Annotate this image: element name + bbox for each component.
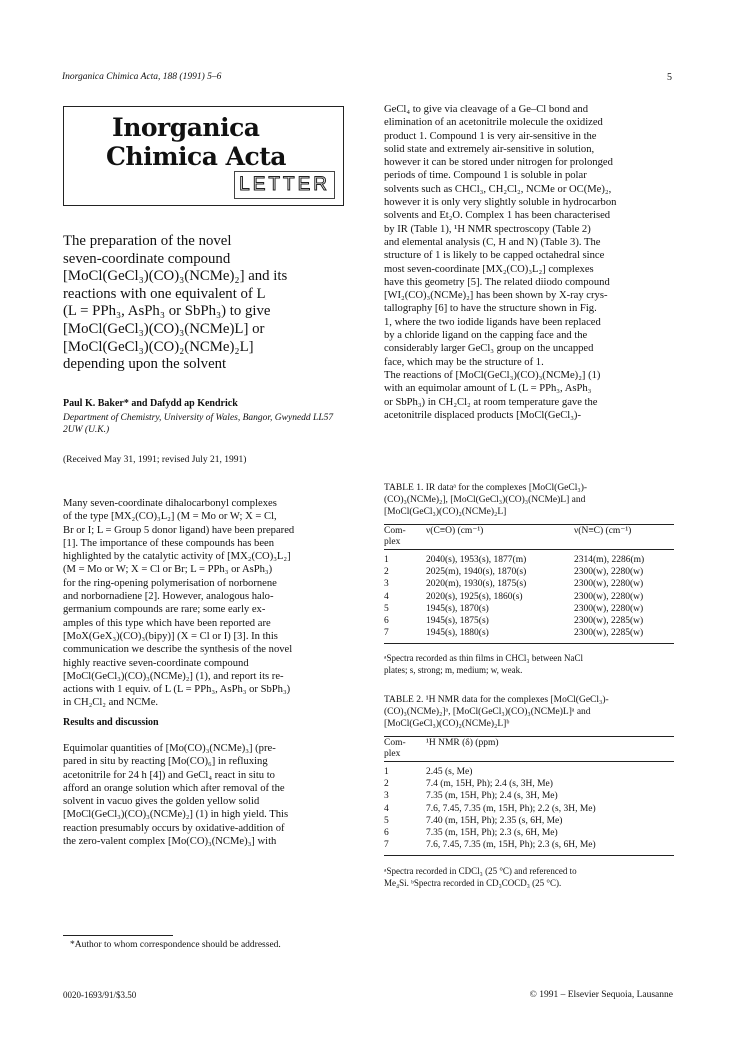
table-cell: 1945(s), 1880(s): [426, 628, 489, 639]
text-line: by a chloride ligand on the capping face and the: [384, 330, 588, 342]
text-line: afford an orange solution which after removal of the: [63, 782, 285, 794]
table-cell: 2: [384, 779, 389, 790]
title-line: reactions with one equivalent of L: [63, 285, 266, 302]
table-header-cell: ¹H NMR (δ) (ppm): [426, 738, 499, 748]
table1: [384, 524, 674, 644]
table-cell: 2020(s), 1925(s), 1860(s): [426, 591, 523, 602]
page-number: 5: [667, 72, 672, 83]
table-cell: 3: [384, 579, 389, 590]
caption-line: (CO)₃(NCMe)₂], [MoCl(GeCl₃)(CO)₃(NCMe)L] and: [384, 495, 586, 505]
text-line: have this geometry [5]. The related diiodo compound: [384, 276, 610, 288]
table2: [384, 736, 674, 856]
table-row: [384, 627, 674, 644]
caption-line: [MoCl(GeCl₃)(CO)₂(NCMe)₂L]: [384, 507, 507, 517]
title-line: [MoCl(GeCl₃)(CO)₃(NCMe)L] or: [63, 320, 265, 337]
table-cell: 2: [384, 567, 389, 578]
caption-line: TABLE 1. IR dataᵃ for the complexes [MoCl(GeCl₃)-: [384, 483, 588, 493]
text-line: highlighted by the catalytic activity of [MX₂(CO)₃L₂]: [63, 551, 291, 563]
text-line: and elemental analysis (C, H and N) (Table 3). The: [384, 236, 601, 248]
note-line: ᵃSpectra recorded as thin films in CHCl₃ between NaCl: [384, 653, 584, 663]
footnote-rule: [63, 935, 173, 936]
text-line: by IR (Table 1), ¹H NMR spectroscopy (Table 2): [384, 223, 591, 235]
caption-line: [MoCl(GeCl₃)(CO)₂(NCMe)₂L]ᵇ: [384, 719, 510, 729]
text-line: most seven-coordinate [MX₂(CO)₃L₂] complexes: [384, 263, 594, 275]
footer-copyright: © 1991 – Elsevier Sequoia, Lausanne: [529, 990, 673, 1000]
authors: Paul K. Baker* and Dafydd ap Kendrick: [63, 398, 238, 409]
text-line: however it can be stored under nitrogen for prolonged: [384, 157, 613, 169]
table-cell: 7.40 (m, 15H, Ph); 2.35 (s, 6H, Me): [426, 815, 563, 826]
table-row: [384, 603, 674, 615]
text-line: [MoCl(GeCl₃)(CO)₃(NCMe)₂] (1) in high yield. This: [63, 809, 289, 821]
table-cell: 2040(s), 1953(s), 1877(m): [426, 555, 527, 565]
table-cell: 7.35 (m, 15H, Ph); 2.4 (s, 3H, Me): [426, 791, 558, 802]
table-cell: 7.35 (m, 15H, Ph); 2.3 (s, 6H, Me): [426, 828, 558, 839]
text-line: tallography [6] to have the structure shown in Fig.: [384, 303, 597, 315]
text-line: amples of this type which have been reported are: [63, 617, 271, 629]
text-line: face, which may be the structure of 1.: [384, 356, 544, 368]
text-line: however it is only very slightly soluble in hydrocarbon: [384, 197, 617, 209]
text-line: 1, where the two iodide ligands have been replaced: [384, 316, 601, 328]
received-date: (Received May 31, 1991; revised July 21, 1991): [63, 455, 247, 465]
text-line: for the ring-opening polymerisation of norbornene: [63, 577, 277, 589]
article-title: [63, 233, 353, 374]
text-line: product 1. Compound 1 is very air-sensitive in the: [384, 130, 597, 142]
table1-caption: [384, 482, 674, 518]
text-line: considerably larger GeCl₃ group on the uncapped: [384, 343, 594, 355]
text-line: solvents and Et₂O. Complex 1 has been characterised: [384, 210, 611, 222]
text-line: pared in situ by reacting [Mo(CO)₆] in refluxing: [63, 756, 268, 768]
footnote: *Author to whom correspondence should be addressed.: [70, 940, 281, 950]
title-line: [MoCl(GeCl₃)(CO)₂(NCMe)₂L]: [63, 338, 254, 355]
text-line: actions with 1 equiv. of L (L = PPh₃, AsPh₃ or SbPh₃): [63, 684, 291, 696]
table-cell: 2025(m), 1940(s), 1870(s): [426, 567, 527, 578]
text-line: elimination of an acetonitrile molecule the oxidized: [384, 117, 603, 129]
table-row: [384, 790, 674, 802]
table-cell: 1945(s), 1870(s): [426, 603, 489, 614]
text-line: acetonitrile displaced products [MoCl(GeCl₃)-: [384, 409, 581, 421]
text-line: GeCl₄ to give via cleavage of a Ge–Cl bond and: [384, 104, 589, 115]
title-line: depending upon the solvent: [63, 356, 227, 373]
table-row: [384, 827, 674, 839]
logo-line-2: Chimica Acta: [106, 142, 287, 171]
table-cell: 7.6, 7.45, 7.35 (m, 15H, Ph); 2.3 (s, 6H, Me): [426, 840, 596, 851]
table-cell: 3: [384, 791, 389, 802]
results-paragraph: [63, 742, 353, 848]
logo-line-1: Inorganica: [112, 113, 260, 142]
text-line: and norbornadiene [2]. However, analogous halo-: [63, 591, 274, 603]
footer-code: 0020-1693/91/$3.50: [63, 990, 137, 1000]
caption-line: TABLE 2. ¹H NMR data for the complexes [MoCl(GeCl₃)-: [384, 695, 609, 705]
table-cell: 7: [384, 628, 389, 639]
text-line: in CH₂Cl₂ and NCMe.: [63, 697, 159, 709]
table-cell: 5: [384, 815, 389, 826]
table-row: [384, 839, 674, 856]
table-cell: 2300(w), 2285(w): [574, 616, 644, 627]
table-cell: 1: [384, 555, 389, 565]
title-line: The preparation of the novel: [63, 233, 232, 249]
text-line: Many seven-coordinate dihalocarbonyl complexes: [63, 498, 277, 509]
text-line: of the type [MX₂(CO)₃L₂] (M = Mo or W; X = Cl,: [63, 511, 277, 523]
table-row: [384, 762, 674, 779]
table2-caption: [384, 694, 674, 730]
text-line: Br or I; L = Group 5 donor ligand) have been prepared: [63, 524, 295, 536]
text-line: (M = Mo or W; X = Cl or Br; L = PPh₃ or AsPh₃): [63, 564, 273, 576]
table1-footnote: [384, 653, 674, 676]
table-header-cell: ν(C≡O) (cm⁻¹): [426, 526, 484, 536]
text-line: communication we describe the synthesis of the novel: [63, 644, 293, 656]
caption-line: (CO)₃(NCMe)₂]ᵃ, [MoCl(GeCl₃)(CO)₃(NCMe)L]ᵃ and: [384, 707, 591, 717]
note-line: plates; s, strong; m, medium; w, weak.: [384, 664, 523, 675]
table-cell: 2020(m), 1930(s), 1875(s): [426, 579, 527, 590]
letter-badge: LETTER: [234, 171, 335, 199]
table-cell: 4: [384, 803, 389, 814]
table-cell: 6: [384, 616, 389, 627]
table-cell: 1: [384, 767, 389, 777]
table-row: [384, 803, 674, 815]
title-line: (L = PPh₃, AsPh₃ or SbPh₃) to give: [63, 303, 271, 320]
table-cell: 2300(w), 2285(w): [574, 628, 644, 639]
text-line: solvent in vacuo gives the golden yellow solid: [63, 796, 260, 808]
table-cell: 4: [384, 591, 389, 602]
section-heading: Results and discussion: [63, 717, 159, 728]
title-line: seven-coordinate compound: [63, 250, 231, 267]
table-cell: 5: [384, 603, 389, 614]
table-cell: 7.6, 7.45, 7.35 (m, 15H, Ph); 2.2 (s, 3H, Me): [426, 803, 596, 814]
intro-paragraph: [63, 497, 353, 710]
text-line: highly reactive seven-coordinate compound: [63, 657, 249, 669]
table-row: [384, 578, 674, 590]
text-line: acetonitrile for 24 h [4]) and GeCl₄ react in situ to: [63, 769, 275, 781]
table-cell: 7: [384, 840, 389, 851]
text-line: [MoX(GeX₃)(CO)₃(bipy)] (X = Cl or I) [3]. In this: [63, 630, 278, 642]
table-header-cell: ν(N≡C) (cm⁻¹): [574, 526, 632, 536]
note-line: Me₄Si. ᵇSpectra recorded in CD₃COCD₃ (25 °C).: [384, 877, 562, 888]
table-row: [384, 566, 674, 578]
table-cell: 1945(s), 1875(s): [426, 616, 489, 627]
table-cell: 2300(w), 2280(w): [574, 567, 644, 578]
text-line: reaction presumably occurs by oxidative-addition of: [63, 822, 285, 834]
text-line: with an equimolar amount of L (L = PPh₃, AsPh₃: [384, 383, 592, 395]
journal-logo: [63, 106, 344, 206]
note-line: ᵃSpectra recorded in CDCl₃ (25 °C) and referenced to: [384, 866, 577, 876]
affiliation: Department of Chemistry, University of Wales, Bangor, Gwynedd LL57 2UW (U.K.): [63, 413, 334, 435]
table-row: [384, 591, 674, 603]
table-cell: 7.4 (m, 15H, Ph); 2.4 (s, 3H, Me): [426, 779, 553, 790]
table-cell: 2300(w), 2280(w): [574, 603, 644, 614]
text-line: [WI₂(CO)₃(NCMe)₂] has been shown by X-ray crys-: [384, 290, 608, 302]
table-row: [384, 550, 674, 567]
table-cell: 2314(m), 2286(m): [574, 555, 645, 565]
text-line: periods of time. Compound 1 is soluble in polar: [384, 170, 587, 182]
table-cell: 2300(w), 2280(w): [574, 591, 644, 602]
text-line: structure of 1 is likely to be capped octahedral since: [384, 250, 605, 262]
text-line: or SbPh₃) in CH₂Cl₂ at room temperature gave the: [384, 396, 598, 408]
table-header-cell: Com- plex: [384, 526, 406, 547]
right-column-text: [384, 103, 674, 422]
table2-footnote: [384, 866, 674, 889]
table-row: [384, 778, 674, 790]
text-line: solvents such as CHCl₃, CH₂Cl₂, NCMe or OC(Me)₂,: [384, 183, 612, 195]
journal-header: Inorganica Chimica Acta, 188 (1991) 5–6: [62, 72, 222, 82]
text-line: solid state and extremely air-sensitive in solution,: [384, 143, 595, 155]
table-row: [384, 815, 674, 827]
text-line: the zero-valent complex [Mo(CO)₃(NCMe)₃] with: [63, 836, 277, 848]
text-line: germanium compounds are rare; some early ex-: [63, 604, 266, 616]
text-line: [MoCl(GeCl₃)(CO)₃(NCMe)₂] (1), and report its re-: [63, 670, 284, 682]
text-line: The reactions of [MoCl(GeCl₃)(CO)₃(NCMe)₂] (1): [384, 369, 601, 381]
table-cell: 6: [384, 828, 389, 839]
table-cell: 2300(w), 2280(w): [574, 579, 644, 590]
table-cell: 2.45 (s, Me): [426, 767, 473, 777]
title-line: [MoCl(GeCl₃)(CO)₃(NCMe)₂] and its: [63, 268, 288, 285]
table-row: [384, 615, 674, 627]
table-header-cell: Com- plex: [384, 738, 406, 759]
text-line: Equimolar quantities of [Mo(CO)₃(NCMe)₃] (pre-: [63, 743, 276, 754]
text-line: [1]. The importance of these compounds has been: [63, 537, 275, 549]
